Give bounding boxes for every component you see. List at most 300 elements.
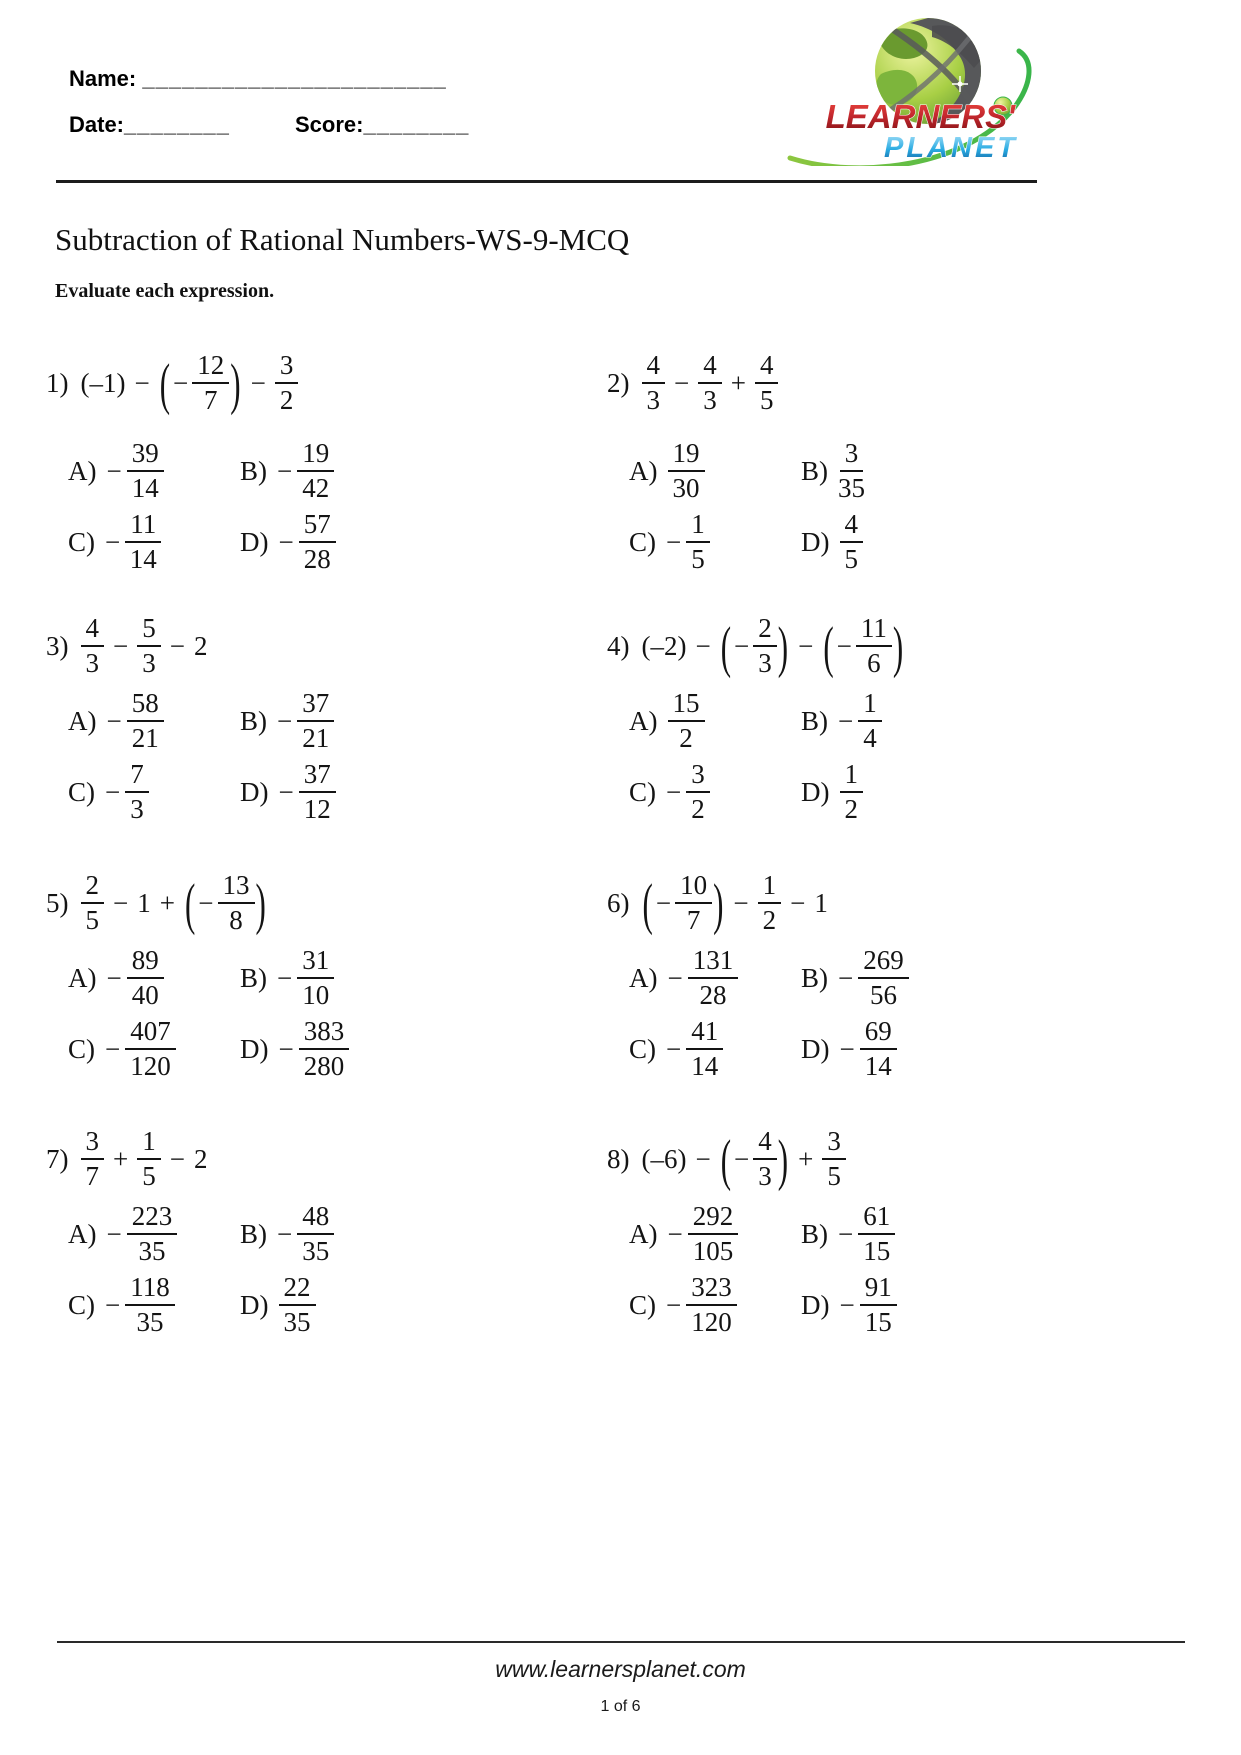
operator: − <box>695 630 711 661</box>
denominator: 6 <box>867 648 881 678</box>
fraction <box>127 947 164 1009</box>
numerator: 41 <box>686 1018 723 1050</box>
choice-letter: C) <box>68 1033 95 1064</box>
denominator: 120 <box>691 1307 732 1337</box>
choice-2-A <box>629 440 801 502</box>
denominator: 5 <box>844 544 858 574</box>
denominator: 4 <box>863 723 877 753</box>
choice-2-D <box>801 511 865 573</box>
brand-line1: LEARNERS' <box>825 98 1015 135</box>
choice-letter: A) <box>68 1218 97 1249</box>
numerator: 89 <box>127 947 164 979</box>
numerator: 3 <box>840 440 864 472</box>
choice-5-A <box>68 947 240 1009</box>
fraction <box>125 511 161 573</box>
minus-sign: − <box>278 526 294 557</box>
numerator: 131 <box>688 947 739 979</box>
fraction <box>822 1128 846 1190</box>
numerator: 323 <box>686 1274 737 1306</box>
choice-3-B <box>240 690 336 752</box>
numerator: 1 <box>137 1128 161 1160</box>
choice-letter: C) <box>629 526 656 557</box>
answer-choices <box>68 1203 334 1336</box>
minus-sign: − <box>277 1218 293 1249</box>
operator: − <box>798 630 814 661</box>
question-expression <box>46 614 607 678</box>
choice-2-C <box>629 511 801 573</box>
minus-sign: − <box>734 1143 750 1174</box>
answer-choices <box>68 690 336 823</box>
denominator: 15 <box>863 1236 891 1266</box>
fraction <box>686 761 710 823</box>
left-paren-icon: ( <box>184 870 196 936</box>
denominator: 35 <box>138 1236 166 1266</box>
choice-letter: D) <box>240 526 269 557</box>
choice-letter: A) <box>629 1218 658 1249</box>
expr-text: 2 <box>193 630 208 661</box>
footer-divider <box>57 1641 1185 1643</box>
question-6 <box>607 871 1087 1127</box>
numerator: 19 <box>297 440 334 472</box>
operator: − <box>695 1143 711 1174</box>
numerator: 37 <box>297 690 334 722</box>
choice-5-B <box>240 947 349 1009</box>
choice-letter: A) <box>68 962 97 993</box>
fraction <box>688 1203 739 1265</box>
choice-letter: C) <box>629 1289 656 1320</box>
answer-choices <box>629 690 882 823</box>
choice-6-C <box>629 1018 801 1080</box>
minus-sign: − <box>838 962 854 993</box>
choice-letter: C) <box>68 1289 95 1320</box>
fraction <box>299 761 336 823</box>
denominator: 35 <box>283 1307 311 1337</box>
operator: − <box>169 1143 185 1174</box>
denominator: 120 <box>130 1051 171 1081</box>
denominator: 105 <box>692 1236 734 1266</box>
minus-sign: − <box>278 776 294 807</box>
answer-choices <box>629 947 909 1080</box>
choice-letter: A) <box>68 455 97 486</box>
operator: + <box>113 1143 129 1174</box>
question-number: 3) <box>46 630 69 661</box>
denominator: 14 <box>131 473 159 503</box>
question-number: 4) <box>607 630 630 661</box>
choice-letter: B) <box>240 1218 267 1249</box>
question-5 <box>46 871 607 1127</box>
operator: + <box>730 367 746 398</box>
choice-letter: A) <box>68 705 97 736</box>
answer-choices <box>68 947 349 1080</box>
numerator: 12 <box>192 352 229 384</box>
fraction <box>688 947 739 1009</box>
numerator: 61 <box>858 1203 895 1235</box>
numerator: 407 <box>125 1018 176 1050</box>
denominator: 56 <box>869 980 897 1010</box>
minus-sign: − <box>105 1033 121 1064</box>
denominator: 28 <box>303 544 331 574</box>
denominator: 3 <box>758 648 772 678</box>
footer-page-number: 1 of 6 <box>600 1698 641 1715</box>
question-number: 8) <box>607 1143 630 1174</box>
denominator: 3 <box>758 1161 772 1191</box>
paren-fraction <box>642 872 725 934</box>
choice-letter: B) <box>801 705 828 736</box>
question-expression <box>46 871 607 935</box>
choice-3-D <box>240 761 336 823</box>
right-paren-icon: ) <box>230 350 241 416</box>
expr-text: 2 <box>193 1143 208 1174</box>
denominator: 3 <box>85 648 99 678</box>
fraction <box>668 690 705 752</box>
choice-letter: D) <box>801 1033 830 1064</box>
denominator: 42 <box>302 473 330 503</box>
question-expression <box>607 1127 1087 1191</box>
denominator: 14 <box>691 1051 719 1081</box>
choice-1-D <box>240 511 336 573</box>
question-number: 7) <box>46 1143 69 1174</box>
choice-8-D <box>801 1274 897 1336</box>
question-2 <box>607 338 1087 614</box>
choice-letter: B) <box>801 455 828 486</box>
numerator: 4 <box>698 352 722 384</box>
choice-letter: D) <box>240 1289 269 1320</box>
fraction <box>840 761 864 823</box>
page-title: Subtraction of Rational Numbers-WS-9-MCQ <box>55 222 630 257</box>
choice-8-C <box>629 1274 801 1336</box>
fraction <box>755 352 779 414</box>
choice-8-B <box>801 1203 897 1265</box>
minus-sign: − <box>106 1218 122 1249</box>
fraction <box>297 947 334 1009</box>
fraction <box>125 761 149 823</box>
fraction <box>137 1128 161 1190</box>
denominator: 2 <box>679 723 693 753</box>
expr-text: (–6) <box>641 1143 687 1174</box>
choice-letter: D) <box>240 1033 269 1064</box>
fraction <box>81 872 105 934</box>
denominator: 5 <box>827 1161 841 1191</box>
choice-letter: C) <box>629 776 656 807</box>
numerator: 22 <box>279 1274 316 1306</box>
choice-3-A <box>68 690 240 752</box>
right-paren-icon: ) <box>713 870 724 936</box>
minus-sign: − <box>655 887 672 918</box>
fraction <box>686 511 710 573</box>
minus-sign: − <box>277 455 293 486</box>
left-paren-icon: ( <box>720 1126 732 1192</box>
header-divider <box>56 180 1037 183</box>
fraction <box>858 1203 895 1265</box>
choice-2-B <box>801 440 865 502</box>
minus-sign: − <box>106 455 122 486</box>
right-paren-icon: ) <box>777 613 789 679</box>
denominator: 5 <box>759 385 774 415</box>
choice-6-B <box>801 947 909 1009</box>
minus-sign: − <box>105 526 121 557</box>
numerator: 19 <box>668 440 705 472</box>
question-expression <box>46 338 607 428</box>
denominator: 7 <box>204 385 218 415</box>
choice-1-A <box>68 440 240 502</box>
numerator: 4 <box>840 511 864 543</box>
numerator: 3 <box>822 1128 846 1160</box>
numerator: 118 <box>125 1274 175 1306</box>
fraction <box>753 615 777 677</box>
fraction <box>858 690 882 752</box>
choice-4-B <box>801 690 882 752</box>
fraction <box>81 615 105 677</box>
choice-8-A <box>629 1203 801 1265</box>
numerator: 69 <box>860 1018 897 1050</box>
choice-letter: C) <box>629 1033 656 1064</box>
operator: − <box>674 367 690 398</box>
question-expression <box>607 871 1087 935</box>
choice-letter: D) <box>240 776 269 807</box>
fraction <box>297 690 334 752</box>
minus-sign: − <box>106 962 122 993</box>
fraction <box>127 690 164 752</box>
fraction <box>137 615 161 677</box>
numerator: 91 <box>860 1274 897 1306</box>
operator: − <box>790 887 806 918</box>
denominator: 5 <box>85 905 99 935</box>
minus-sign: − <box>277 705 293 736</box>
minus-sign: − <box>666 526 682 557</box>
choice-letter: C) <box>68 526 95 557</box>
left-paren-icon: ( <box>823 613 834 679</box>
denominator: 35 <box>838 473 865 503</box>
brand-line2: PLANET <box>884 132 1018 164</box>
fraction <box>125 1018 176 1080</box>
left-paren-icon: ( <box>159 350 171 416</box>
question-expression <box>46 1127 607 1191</box>
name-label: Name: <box>69 66 137 91</box>
minus-sign: − <box>666 776 682 807</box>
choice-7-A <box>68 1203 240 1265</box>
denominator: 12 <box>303 794 331 824</box>
numerator: 10 <box>675 872 712 904</box>
choice-4-D <box>801 761 882 823</box>
numerator: 292 <box>688 1203 739 1235</box>
paren-fraction <box>184 872 267 934</box>
minus-sign: − <box>105 776 121 807</box>
denominator: 2 <box>844 794 858 824</box>
choice-letter: A) <box>629 962 658 993</box>
fraction <box>297 1203 334 1265</box>
question-1 <box>46 338 607 614</box>
choice-letter: B) <box>801 1218 828 1249</box>
fraction <box>279 1274 316 1336</box>
left-paren-icon: ( <box>720 613 732 679</box>
left-paren-icon: ( <box>642 870 653 936</box>
fraction <box>860 1018 897 1080</box>
question-number: 2) <box>607 367 630 398</box>
minus-sign: − <box>666 1289 682 1320</box>
numerator: 4 <box>755 352 779 384</box>
minus-sign: − <box>838 1218 854 1249</box>
numerator: 31 <box>297 947 334 979</box>
minus-sign: − <box>198 887 214 918</box>
numerator: 1 <box>758 872 782 904</box>
fraction <box>127 1203 178 1265</box>
denominator: 8 <box>229 905 243 935</box>
denominator: 21 <box>131 723 159 753</box>
denominator: 2 <box>762 905 777 935</box>
operator: − <box>250 367 266 398</box>
minus-sign: − <box>839 1289 855 1320</box>
denominator: 35 <box>136 1307 164 1337</box>
minus-sign: − <box>278 1033 294 1064</box>
footer-website: www.learnersplanet.com <box>495 1656 746 1682</box>
fraction <box>668 440 705 502</box>
question-number: 1) <box>46 367 69 398</box>
choice-letter: A) <box>629 705 658 736</box>
questions-grid <box>46 338 1126 1336</box>
question-8 <box>607 1127 1087 1336</box>
denominator: 14 <box>864 1051 892 1081</box>
choice-letter: B) <box>801 962 828 993</box>
fraction <box>686 1274 737 1336</box>
denominator: 7 <box>686 905 701 935</box>
fraction <box>838 440 865 502</box>
numerator: 11 <box>125 511 161 543</box>
denominator: 3 <box>703 385 717 415</box>
fraction <box>192 352 229 414</box>
denominator: 40 <box>131 980 159 1010</box>
question-number: 5) <box>46 887 69 918</box>
denominator: 3 <box>646 385 660 415</box>
numerator: 3 <box>686 761 710 793</box>
numerator: 3 <box>81 1128 105 1160</box>
paren-fraction <box>720 1128 789 1190</box>
numerator: 269 <box>858 947 909 979</box>
fraction <box>858 947 909 1009</box>
expr-text: 1 <box>814 887 828 918</box>
denominator: 2 <box>279 385 294 415</box>
question-4 <box>607 614 1087 871</box>
numerator: 1 <box>840 761 864 793</box>
numerator: 383 <box>299 1018 350 1050</box>
numerator: 48 <box>297 1203 334 1235</box>
numerator: 4 <box>642 352 666 384</box>
question-expression <box>607 614 1087 678</box>
fraction <box>753 1128 777 1190</box>
expr-text: (–1) <box>80 367 126 398</box>
choice-4-A <box>629 690 801 752</box>
fraction <box>125 1274 175 1336</box>
denominator: 30 <box>672 473 700 503</box>
choice-letter: D) <box>801 1289 830 1320</box>
paren-fraction <box>720 615 789 677</box>
denominator: 3 <box>130 794 144 824</box>
denominator: 14 <box>129 544 157 574</box>
answer-choices <box>629 1203 897 1336</box>
numerator: 37 <box>299 761 336 793</box>
choice-1-B <box>240 440 336 502</box>
choice-letter: D) <box>801 776 830 807</box>
answer-choices <box>629 440 865 573</box>
denominator: 5 <box>142 1161 156 1191</box>
operator: − <box>113 630 129 661</box>
question-3 <box>46 614 607 871</box>
name-blank-line: _______________________ <box>142 66 447 91</box>
choice-letter: D) <box>801 526 830 557</box>
choice-1-C <box>68 511 240 573</box>
right-paren-icon: ) <box>892 613 904 679</box>
answer-choices <box>68 440 336 573</box>
paren-fraction <box>159 352 242 414</box>
date-label: Date: <box>69 112 125 137</box>
fraction <box>297 440 334 502</box>
minus-sign: − <box>734 630 750 661</box>
denominator: 3 <box>142 648 156 678</box>
operator: − <box>733 887 749 918</box>
numerator: 39 <box>127 440 164 472</box>
minus-sign: − <box>838 705 854 736</box>
operator: − <box>134 367 150 398</box>
fraction <box>299 511 336 573</box>
denominator: 21 <box>302 723 330 753</box>
numerator: 2 <box>753 615 777 647</box>
choice-3-C <box>68 761 240 823</box>
denominator: 5 <box>691 544 705 574</box>
numerator: 4 <box>753 1128 777 1160</box>
choice-letter: B) <box>240 705 267 736</box>
operator: − <box>113 887 129 918</box>
numerator: 4 <box>81 615 105 647</box>
fraction <box>686 1018 723 1080</box>
minus-sign: − <box>667 1218 683 1249</box>
question-7 <box>46 1127 607 1336</box>
minus-sign: − <box>666 1033 682 1064</box>
denominator: 10 <box>302 980 330 1010</box>
right-paren-icon: ) <box>777 1126 789 1192</box>
fraction <box>218 872 255 934</box>
numerator: 57 <box>299 511 336 543</box>
question-expression <box>607 338 1087 428</box>
denominator: 2 <box>691 794 705 824</box>
date-field <box>69 112 230 138</box>
choice-7-C <box>68 1274 240 1336</box>
operator: + <box>798 1143 814 1174</box>
expr-text: (–2) <box>641 630 687 661</box>
numerator: 13 <box>218 872 255 904</box>
numerator: 223 <box>127 1203 178 1235</box>
numerator: 1 <box>858 690 882 722</box>
choice-4-C <box>629 761 801 823</box>
fraction <box>642 352 666 414</box>
numerator: 1 <box>686 511 710 543</box>
minus-sign: − <box>667 962 683 993</box>
choice-6-A <box>629 947 801 1009</box>
instruction-text: Evaluate each expression. <box>55 280 275 302</box>
question-number: 6) <box>607 887 630 918</box>
choice-7-D <box>240 1274 334 1336</box>
numerator: 15 <box>668 690 705 722</box>
fraction <box>127 440 164 502</box>
fraction <box>840 511 864 573</box>
choice-5-C <box>68 1018 240 1080</box>
choice-7-B <box>240 1203 334 1265</box>
denominator: 15 <box>864 1307 892 1337</box>
learners-planet-logo <box>782 14 1044 166</box>
minus-sign: − <box>105 1289 121 1320</box>
fraction <box>758 872 782 934</box>
minus-sign: − <box>836 630 852 661</box>
choice-letter: B) <box>240 455 267 486</box>
denominator: 28 <box>699 980 727 1010</box>
